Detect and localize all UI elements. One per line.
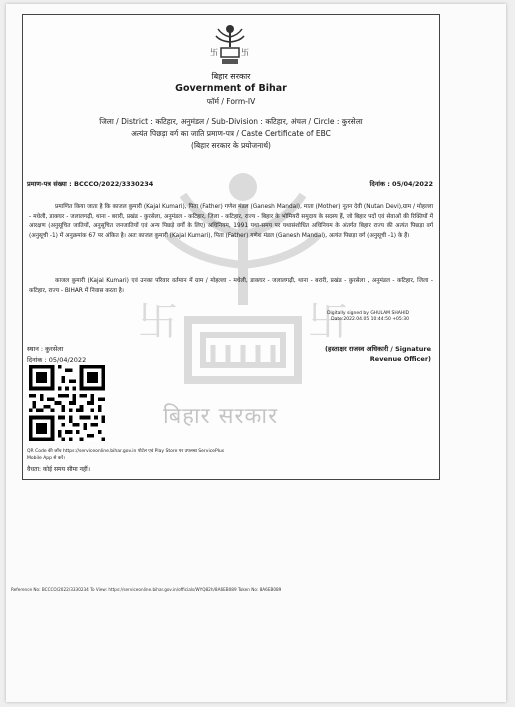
svg-text:卐: 卐 [308, 299, 348, 345]
state-english: Government of Bihar [175, 83, 287, 94]
qr-note-line-2: Mobile App से करें। [27, 456, 65, 461]
signature-label-1: (हस्ताक्षर राजस्व अधिकारी / Signature [325, 345, 431, 353]
location-line: जिला / District : कटिहार, अनुमंडल / Sub-Division : कटिहार, अंचल / Circle : कुरसेला [99, 117, 363, 126]
certificate-paragraph-1: प्रमाणित किया जाता है कि काजल कुमारी (Kajal Kumari), पिता (Father) गणेश मंडल (Ganesh Mandal), माता (Mother) नूतन देवी (Nutan Devi),ग्राम / मोहल्ला - मधेली, डाकघर - जलालगढ़ी, थाना - बरारी, प्रखंड - कुरसेला, अनुमंडल - कटिहार, जिला - कटिहार, राज्य - बिहार के भोमियरी समुदाय के सदस्य हैं, जो बिहार पदों एवं सेवाओं की रिक्तियों में आरक्षण (अनुसूचित जातियों, अनुसूचित जनजातियों एवं अन्य पिछड़े वर्गों के लिए) अधिनियम, 1991 यथा-समय पर यथासंशोधित अधिनियम के अंतर्गत बिहार राज्य की अत्यंत पिछड़ा वर्ग (अनुसूची -1) में अनुक्रमांक 67 पर अंकित है। अतः काजल कुमारी (Kajal Kumari), पिता (Father) गणेश मंडल (Ganesh Mandal), अत्यंत पिछड़ा वर्ग (अनुसूची -1) के हैं। [29, 204, 433, 239]
purpose-line: (बिहार सरकार के प्रयोजनार्थ) [191, 141, 271, 150]
digital-signature-line-1: Digitally signed by GHULAM SHAHID [327, 311, 409, 316]
bihar-emblem-icon [210, 23, 250, 65]
watermark-text: बिहार सरकार [163, 404, 279, 429]
svg-text:卐: 卐 [138, 299, 178, 345]
form-number: फॉर्म / Form-IV [206, 97, 256, 106]
place-label: स्थान : कुरसेला [27, 345, 64, 353]
certificate-date: दिनांक : 05/04/2022 [369, 180, 433, 188]
qr-note-line-1: QR Code की जाँच https://serviceonline.bihar.gov.in पोर्टल एवं Play Store पर उपलब्ध ServicePlus [27, 449, 225, 454]
svg-text:卐: 卐 [241, 48, 249, 57]
qr-code [29, 365, 105, 441]
digital-signature-line-2: Date:2022.04.05 10:44:50 +05:30 [331, 317, 409, 322]
svg-text:卐: 卐 [210, 48, 218, 57]
certificate-number: प्रमाण-पत्र संख्या : BCCCO/2022/3330234 [27, 180, 154, 188]
state-hindi: बिहार सरकार [211, 72, 251, 81]
certificate-sheet [6, 4, 506, 702]
certificate-paragraph-2: काजल कुमारी (Kajal Kumari) एवं उनका परिवार वर्तमान में ग्राम / मोहल्ला - मधेली, डाकघर - जलालगढ़ी, थाना - बरारी, प्रखंड - कुरसेला , अनुमंडल - कटिहार, जिला - कटिहार, राज्य - BIHAR में निवास करता है। [29, 278, 433, 294]
certificate-title: अत्यंत पिछड़ा वर्ग का जाति प्रमाण-पत्र / Caste Certificate of EBC [131, 129, 331, 138]
signature-label-2: Revenue Officer) [369, 355, 431, 363]
footer-reference: Reference No: BCCCO/2022/3330234 To View: https://serviceonline.bihar.gov.in/officials/WYQ82h/8A6EB089 Token No: 8A6EB089 [11, 587, 282, 592]
validity-text: वैधता: कोई समय सीमा नहीं। [27, 466, 90, 473]
issue-date-label: दिनांक : 05/04/2022 [27, 356, 87, 364]
certificate-frame [22, 14, 440, 480]
